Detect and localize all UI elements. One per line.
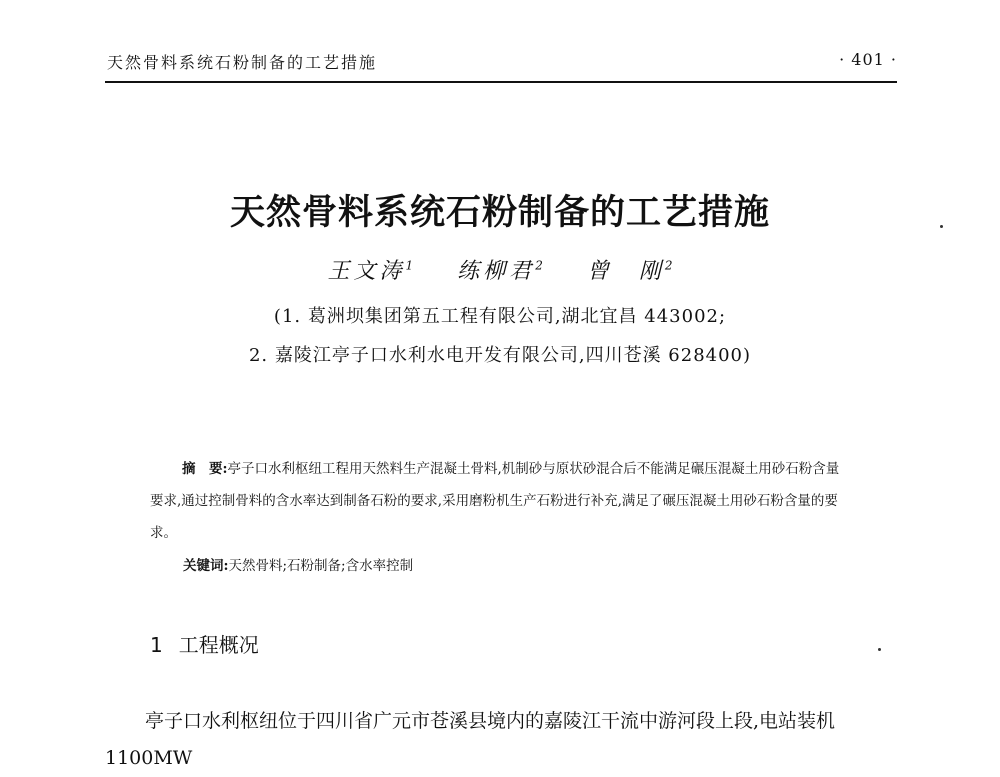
author-list	[0, 254, 1000, 285]
section-title: 工程概况	[178, 633, 259, 657]
running-title: 天然骨料系统石粉制备的工艺措施	[107, 53, 378, 72]
affiliation-1: (1. 葛洲坝集团第五工程有限公司,湖北宜昌 443002;	[273, 306, 727, 327]
author-name: 王文涛	[327, 259, 406, 284]
page-number: · 401 ·	[839, 50, 897, 69]
section-heading	[150, 629, 259, 658]
abstract-text: 亭子口水利枢纽工程用天然料生产混凝土骨料,机制砂与原状砂混合后不能满足碾压混凝土用砂石粉含量要求,通过控制骨料的含水率达到制备石粉的要求,采用磨粉机生产石粉进行补充,满足了碾压混凝土用砂石粉含量的要求。	[150, 461, 840, 541]
header-rule	[105, 81, 897, 83]
author-affil-mark: 2	[535, 258, 543, 273]
author-affil-mark: 2	[664, 258, 673, 273]
author-affil-mark: 1	[405, 258, 414, 273]
keywords	[183, 554, 413, 574]
affiliation-2: 2. 嘉陵江亭子口水利水电开发有限公司,四川苍溪 628400)	[248, 345, 752, 366]
abstract-label: 摘 要:	[182, 461, 228, 477]
author-name: 曾 刚	[586, 259, 665, 284]
section-number: 1	[150, 633, 163, 657]
running-header	[107, 50, 897, 73]
paper-title: 天然骨料系统石粉制备的工艺措施	[229, 192, 770, 233]
body-paragraph: 亭子口水利枢纽位于四川省广元市苍溪县境内的嘉陵江干流中游河段上段,电站装机 1100MW	[105, 710, 836, 769]
keywords-label: 关键词:	[183, 558, 229, 574]
scan-speck	[940, 225, 943, 228]
keywords-text: 天然骨料;石粉制备;含水率控制	[228, 558, 414, 574]
author-name: 练柳君	[457, 259, 536, 284]
abstract	[150, 453, 850, 549]
scan-speck	[878, 648, 881, 651]
